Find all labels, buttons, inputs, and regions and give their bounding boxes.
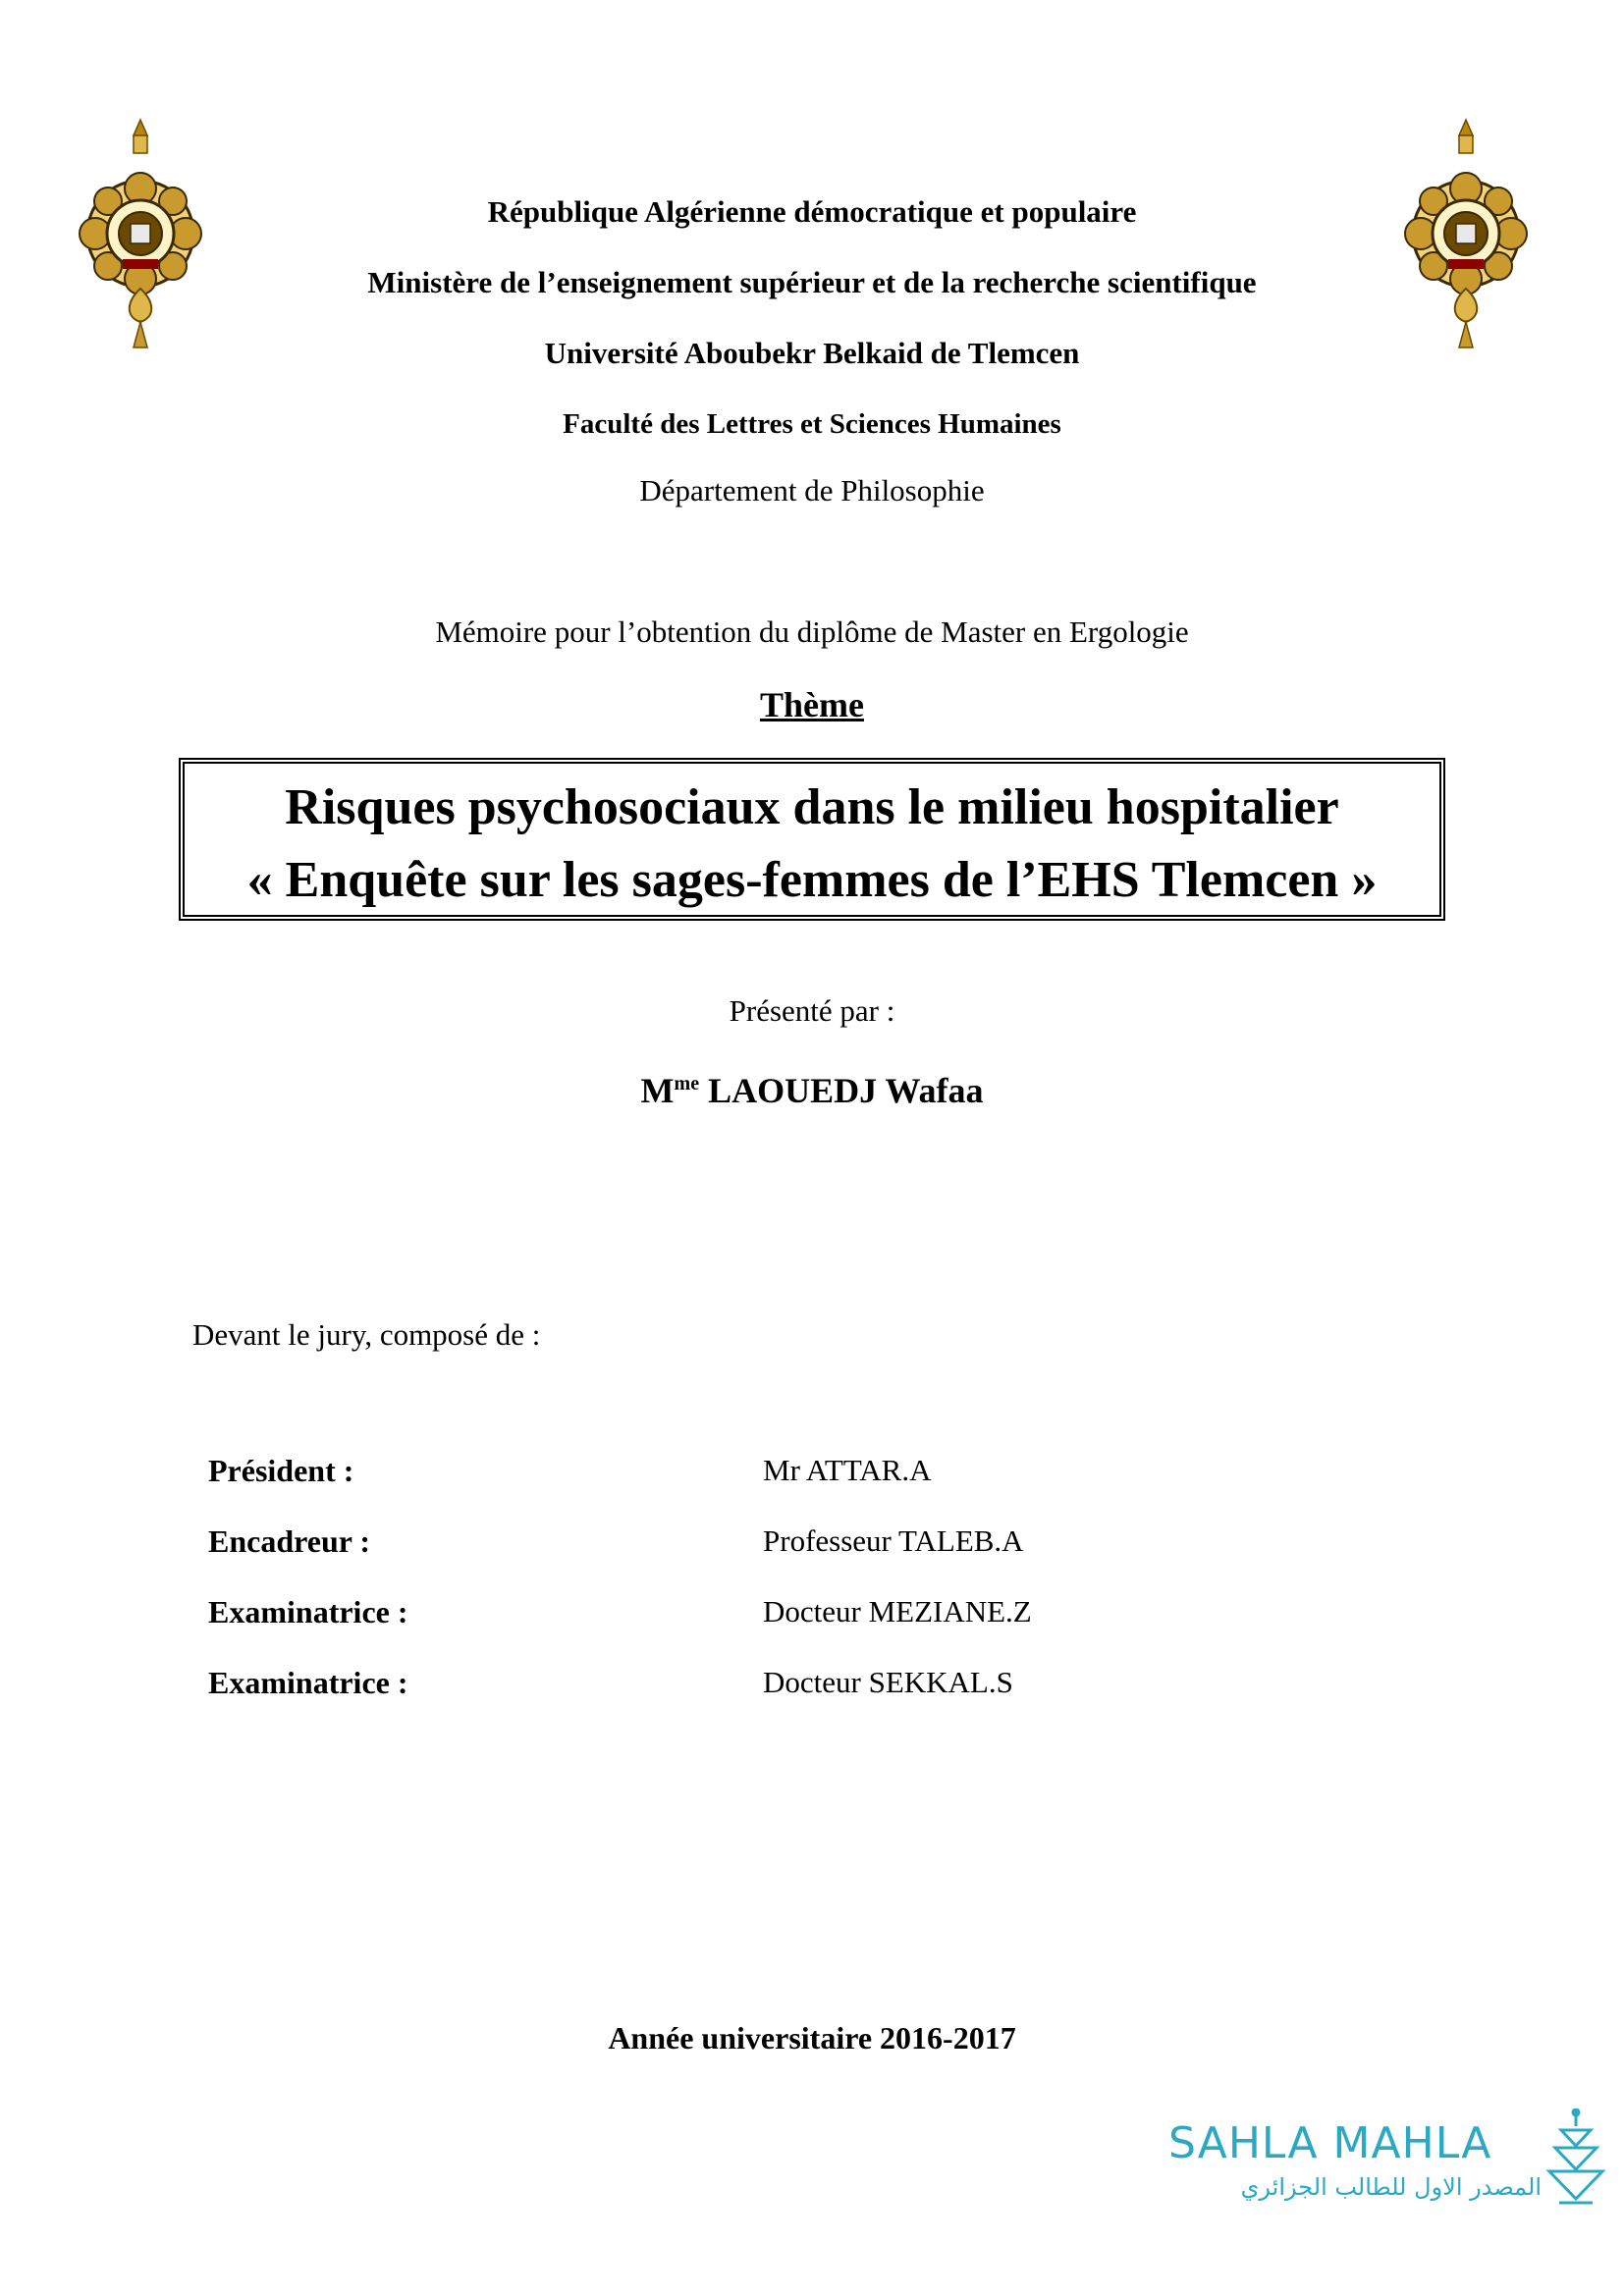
presented-by-label: Présenté par : [729,993,895,1028]
academic-year: Année universitaire 2016-2017 [608,2020,1016,2056]
presenter-name [0,1062,1624,1112]
jury-intro: Devant le jury, composé de : [192,1317,541,1352]
presenter-prefix-sup: me [674,1073,700,1095]
jury-role-supervisor: Encadreur : [208,1523,371,1559]
ministry-heading: Ministère de l’enseignement supérieur et de la recherche scientifique [367,265,1257,299]
theme-label-text: Thème [760,685,864,724]
sahla-mahla-emblem-icon [1542,2109,1610,2216]
presenter-prefix: M [640,1071,675,1110]
sahla-mahla-brand: SAHLA MAHLA [1168,2118,1492,2168]
faculty-heading: Faculté des Lettres et Sciences Humaines [563,408,1061,440]
presenter-fullname: LAOUEDJ Wafaa [708,1071,984,1110]
thesis-title-line1: Risques psychosociaux dans le milieu hospitalier [285,779,1339,835]
jury-name-examiner-2: Docteur SEKKAL.S [763,1665,1013,1699]
thesis-purpose: Mémoire pour l’obtention du diplôme de Master en Ergologie [435,614,1189,649]
university-emblem-icon [77,116,204,351]
jury-role-examiner-2: Examinatrice : [208,1665,408,1700]
theme-label [0,683,1624,726]
jury-name-president: Mr ATTAR.A [763,1453,932,1487]
jury-role-examiner-1: Examinatrice : [208,1594,408,1629]
university-emblem-right [1402,116,1530,351]
sahla-mahla-tagline: المصدر الاول للطالب الجزائري [1240,2173,1542,2201]
sahla-mahla-watermark [1168,2109,1610,2216]
department-heading: Département de Philosophie [639,473,985,507]
republic-heading: République Algérienne démocratique et populaire [487,194,1137,229]
jury-role-president: Président : [208,1453,354,1488]
university-emblem-left [77,116,204,351]
thesis-title-box [179,758,1445,921]
jury-name-examiner-1: Docteur MEZIANE.Z [763,1594,1032,1629]
university-heading: Université Aboubekr Belkaid de Tlemcen [544,336,1080,370]
university-emblem-icon [1402,116,1530,351]
jury-name-supervisor: Professeur TALEB.A [763,1523,1024,1558]
thesis-title-line2: « Enquête sur les sages-femmes de l’EHS Tlemcen » [246,852,1378,908]
